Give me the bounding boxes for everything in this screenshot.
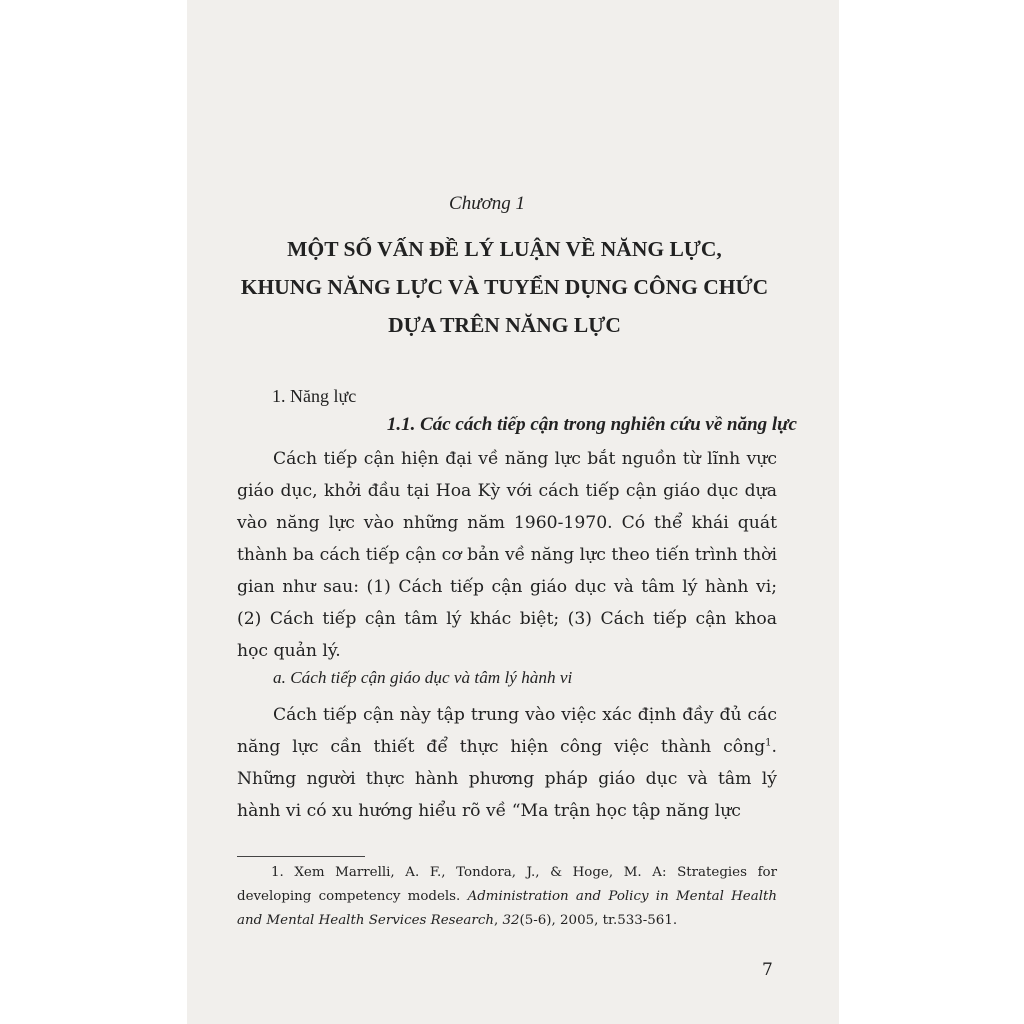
subsection-heading: 1.1. Các cách tiếp cận trong nghiên cứu về năng lực [386,414,797,435]
chapter-title-line-3: DỰA TRÊN NĂNG LỰC [388,313,621,337]
section-heading: 1. Năng lực [272,386,357,406]
book-page [187,0,839,1024]
footnote-volume: 32 [502,913,520,928]
paragraph-2 [237,699,777,827]
footnote-reference: 1 [765,737,772,749]
chapter-title-line-1: MỘT SỐ VẤN ĐỀ LÝ LUẬN VỀ NĂNG LỰC, [287,237,722,261]
paragraph-2-text-a: Cách tiếp cận này tập trung vào việc xác định đầy đủ các năng lực cần thiết để thực hiện công việc thành công [237,705,777,757]
paragraph-1: Cách tiếp cận hiện đại về năng lực bắt nguồn từ lĩnh vực giáo dục, khởi đầu tại Hoa Kỳ với cách tiếp cận giáo dục dựa vào năng lực vào những năm 1960-1970. Có thể khái quát thành ba cách tiếp cận cơ bản về năng lực theo tiến trình thời gian như sau: (1) Cách tiếp cận giáo dục và tâm lý hành vi; (2) Cách tiếp cận tâm lý khác biệt; (3) Cách tiếp cận khoa học quản lý. [237,449,777,661]
footnote-journal: Administration and Policy in Mental Health and Mental Health Services Research [237,889,777,928]
chapter-title-line-2: KHUNG NĂNG LỰC VÀ TUYỂN DỤNG CÔNG CHỨC [240,275,769,299]
footnote [237,861,777,933]
footnote-text-b: , [493,913,503,928]
footnote-divider [237,856,365,857]
footnote-text-c: (5-6), 2005, tr.533-561. [519,913,678,928]
page-number: 7 [762,960,773,980]
chapter-title [227,230,782,344]
paragraph-2-text-b: . Những người thực hành phương pháp giáo dục và tâm lý hành vi có xu hướng hiểu rõ về “Ma trận học tập năng lực [237,737,777,821]
chapter-label: Chương 1 [449,193,525,214]
item-a-heading: a. Cách tiếp cận giáo dục và tâm lý hành vi [273,668,573,687]
footnote-text-a: 1. Xem Marrelli, A. F., Tondora, J., & Hoge, M. A: Strategies for developing competency models. [237,865,777,904]
